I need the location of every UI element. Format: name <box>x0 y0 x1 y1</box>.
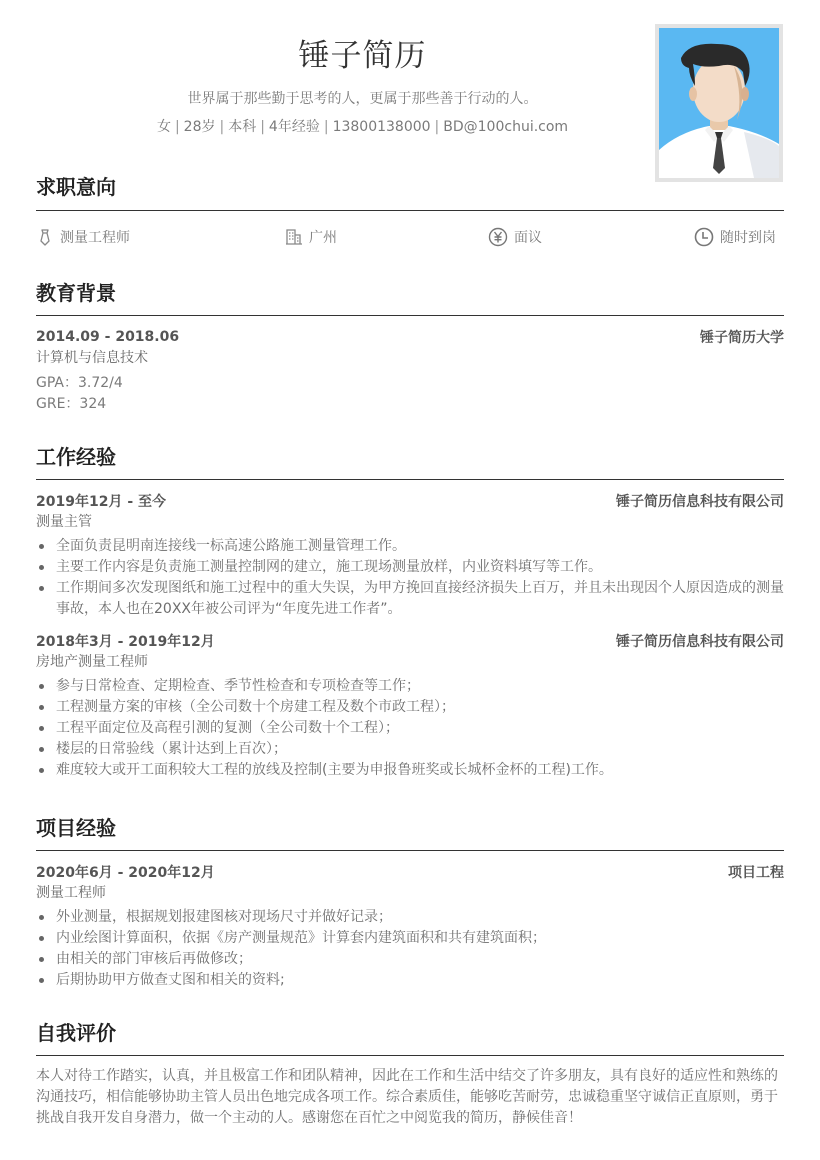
section-title: 求职意向 <box>36 175 116 199</box>
list-item: 工程平面定位及高程引测的复测（全公司数十个工程）； <box>36 718 784 739</box>
education-date: 2014.09 - 2018.06 <box>36 329 180 345</box>
section-title: 自我评价 <box>36 1021 116 1045</box>
list-item: 楼层的日常验线（累计达到上百次）； <box>36 739 784 760</box>
work-bullets <box>36 676 784 781</box>
resume-name: 锤子简历 <box>298 38 427 74</box>
intent-availability <box>694 227 776 247</box>
project-name: 项目工程 <box>728 865 784 881</box>
personal-info <box>0 116 725 136</box>
work-company: 锤子简历信息科技有限公司 <box>616 494 784 510</box>
list-item: 主要工作内容是负责施工测量控制网的建立，施工现场测量放样，内业资料填写等工作。 <box>36 557 784 578</box>
work-date: 2018年3月 - 2019年12月 <box>36 634 215 650</box>
list-item: 工程测量方案的审核（全公司数十个房建工程及数个市政工程）； <box>36 697 784 718</box>
intent-salary <box>488 227 542 247</box>
project-role: 测量工程师 <box>36 885 106 901</box>
resume-header <box>0 0 820 190</box>
list-item: 后期协助甲方做查丈图和相关的资料; <box>36 970 784 991</box>
work-role: 测量主管 <box>36 514 92 530</box>
list-item: 全面负责昆明南连接线一标高速公路施工测量管理工作。 <box>36 536 784 557</box>
section-project-experience <box>36 813 784 991</box>
section-education <box>36 278 784 415</box>
info-email: BD@100chui.com <box>443 119 569 135</box>
section-divider <box>36 315 784 316</box>
education-entry-header <box>36 326 784 348</box>
separator: | <box>174 119 180 135</box>
education-major: 计算机与信息技术 <box>36 350 148 366</box>
intent-label: 测量工程师 <box>60 230 130 246</box>
building-icon <box>285 228 303 246</box>
resume-motto: 世界属于那些勤于思考的人，更属于那些善于行动的人。 <box>187 91 538 107</box>
section-title: 项目经验 <box>36 816 116 840</box>
section-title: 教育背景 <box>36 281 116 305</box>
info-experience: 4年经验 <box>268 119 320 135</box>
info-gender: 女 <box>156 119 171 135</box>
separator: | <box>219 119 225 135</box>
intent-position <box>36 227 130 247</box>
section-divider <box>36 210 784 211</box>
info-age: 28岁 <box>183 119 216 135</box>
list-item: 由相关的部门审核后再做修改； <box>36 949 784 970</box>
section-divider <box>36 850 784 851</box>
tie-icon <box>36 228 54 246</box>
yuan-icon <box>488 227 508 247</box>
work-entry <box>36 490 784 620</box>
intent-label: 广州 <box>309 230 337 246</box>
education-school: 锤子简历大学 <box>700 330 784 346</box>
section-job-intent <box>36 172 784 261</box>
info-degree: 本科 <box>228 119 257 135</box>
work-entry-header <box>36 490 784 512</box>
list-item: 内业绘图计算面积，依据《房产测量规范》计算套内建筑面积和共有建筑面积； <box>36 928 784 949</box>
clock-icon <box>694 227 714 247</box>
separator: | <box>434 119 440 135</box>
project-bullets <box>36 907 784 991</box>
info-phone: 13800138000 <box>332 119 431 135</box>
intent-label: 面议 <box>514 230 542 246</box>
education-gpa: GPA：3.72/4 <box>36 375 123 391</box>
work-entry-header <box>36 630 784 652</box>
profile-photo <box>655 24 783 182</box>
section-work-experience <box>36 442 784 781</box>
section-title: 工作经验 <box>36 445 116 469</box>
avatar-icon <box>659 28 779 178</box>
separator: | <box>260 119 265 135</box>
list-item: 外业测量，根据规划报建图核对现场尺寸并做好记录； <box>36 907 784 928</box>
intent-row <box>36 221 784 261</box>
separator: | <box>323 119 329 135</box>
work-role: 房地产测量工程师 <box>36 654 148 670</box>
work-date: 2019年12月 - 至今 <box>36 494 167 510</box>
work-entry <box>36 630 784 781</box>
list-item: 工作期间多次发现图纸和施工过程中的重大失误，为甲方挽回直接经济损失上百万，并且未出现因个人原因造成的测量事故，本人也在20XX年被公司评为“年度先进工作者”。 <box>36 578 784 620</box>
section-divider <box>36 1055 784 1056</box>
list-item: 难度较大或开工面积较大工程的放线及控制(主要为申报鲁班奖或长城杯金杯的工程)工作。 <box>36 760 784 781</box>
work-company: 锤子简历信息科技有限公司 <box>616 634 784 650</box>
list-item: 参与日常检查、定期检查、季节性检查和专项检查等工作； <box>36 676 784 697</box>
education-gre: GRE：324 <box>36 396 107 412</box>
self-evaluation-text: 本人对待工作踏实，认真，并且极富工作和团队精神，因此在工作和生活中结交了许多朋友，具有良好的适应性和熟练的沟通技巧，相信能够协助主管人员出色地完成各项工作。综合素质佳，能够吃苦耐劳，忠诚稳重坚守诚信正直原则，勇于挑战自我开发自身潜力，做一个主动的人。感谢您在百忙之中阅览我的简历，静候佳音！ <box>36 1068 778 1126</box>
section-divider <box>36 479 784 480</box>
section-self-evaluation <box>36 1018 784 1129</box>
intent-label: 随时到岗 <box>720 230 776 246</box>
work-bullets <box>36 536 784 620</box>
intent-city <box>285 227 337 247</box>
project-date: 2020年6月 - 2020年12月 <box>36 865 215 881</box>
project-entry-header <box>36 861 784 883</box>
